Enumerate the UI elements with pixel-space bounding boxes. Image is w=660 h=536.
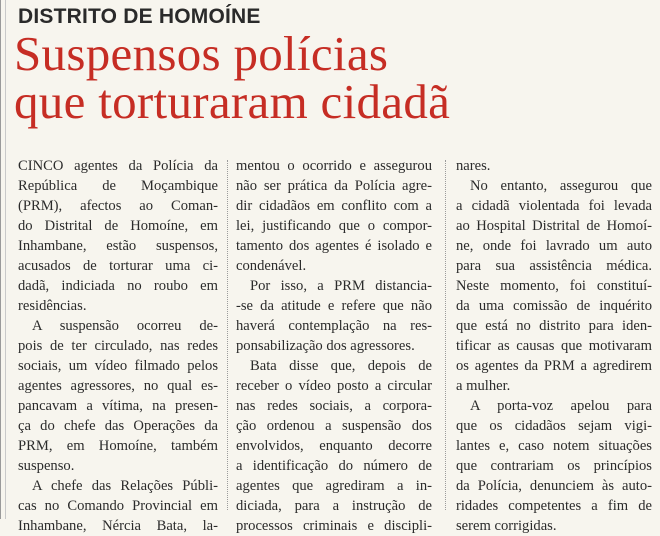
text-line: mentou o ocorrido e assegurou (236, 158, 432, 174)
column-divider-1 (227, 160, 228, 510)
text-line: agentes que agrediram a in- (236, 478, 432, 494)
text-line: No entanto, assegurou que (470, 178, 652, 194)
text-line: lantes e, caso notem situações (456, 438, 652, 454)
text-line: suspenso. (18, 458, 75, 474)
section-kicker: DISTRITO DE HOMOÍNE (18, 5, 261, 28)
text-line: do Distrital de Homoíne, em (18, 218, 218, 234)
text-line: que está no distrito para iden- (456, 318, 652, 334)
text-line: -se da atitude e refere que não (236, 298, 432, 314)
text-line: a mulher. (456, 378, 511, 394)
text-line: A porta-voz apelou para (470, 398, 652, 414)
text-line: Bata disse que, depois de (250, 358, 432, 374)
text-line: nas redes sociais, a corpora- (236, 398, 432, 414)
text-line: ça do chefe das Operações da (18, 418, 218, 434)
text-line: que os cidadãos sejam vigi- (456, 418, 652, 434)
text-line: dir cidadãos em conflito com a (236, 198, 432, 214)
article-column-2 (236, 156, 432, 536)
text-line: A chefe das Relações Públi- (32, 478, 218, 494)
text-line: serem corrigidas. (456, 518, 557, 534)
text-line: dadã, indiciada no roubo em (18, 278, 218, 294)
text-line: República de Moçambique (18, 178, 218, 194)
text-line: não ser prática da Polícia agre- (236, 178, 432, 194)
text-line: Neste momento, foi constituí- (456, 278, 652, 294)
text-line: para sua assistência médica. (456, 258, 652, 274)
text-line: PRM, em Homoíne, também (18, 438, 218, 454)
text-line: processos criminais e discipli- (236, 518, 432, 534)
text-line: lei, justificando que o compor- (236, 218, 432, 234)
text-line: A suspensão ocorreu de- (32, 318, 218, 334)
text-line: pancavam a vítima, na presen- (18, 398, 218, 414)
text-line: Inhambane, Nércia Bata, la- (18, 518, 218, 534)
text-line: ao Hospital Distrital de Homoí- (456, 218, 652, 234)
text-line: ção ordenou a suspensão dos (236, 418, 432, 434)
headline-line-2: que torturaram cidadã (14, 74, 451, 129)
text-line: agentes agressores, no qual es- (18, 378, 218, 394)
text-line: cas no Comando Provincial em (18, 498, 218, 514)
column-divider-2 (445, 160, 446, 510)
text-line: Por isso, a PRM distancia- (250, 278, 432, 294)
text-line: tificar as causas que motivaram (456, 338, 652, 354)
text-line: residências. (18, 298, 87, 314)
article-column-3 (456, 156, 652, 536)
text-line: da Polícia, denunciem às auto- (456, 478, 652, 494)
text-line: diciada, para a instrução de (236, 498, 432, 514)
text-line: CINCO agentes da Polícia da (18, 158, 218, 174)
text-line: tamento dos agentes é isolado e (236, 238, 432, 254)
text-line: (PRM), afectos ao Coman- (18, 198, 218, 214)
text-line: pois de ter circulado, nas redes (18, 338, 218, 354)
text-line: haverá contemplação na res- (236, 318, 432, 334)
text-line: a cidadã violentada foi levada (456, 198, 652, 214)
text-line: condenável. (236, 258, 307, 274)
text-line: receber o vídeo posto a circular (236, 378, 432, 394)
text-line: envolvidos, enquanto decorre (236, 438, 432, 454)
article-column-1 (18, 156, 218, 536)
text-line: sociais, um vídeo filmado pelos (18, 358, 218, 374)
text-line: Inhambane, estão suspensos, (18, 238, 218, 254)
article-headline (14, 26, 654, 129)
text-line: ponsabilização dos agressores. (236, 338, 415, 354)
headline-line-1: Suspensos polícias (14, 26, 389, 81)
text-line: ne, onde foi lavrado um auto (456, 238, 652, 254)
text-line: a identificação do número de (236, 458, 432, 474)
page-edge-rule (0, 0, 6, 519)
text-line: da uma comissão de inquérito (456, 298, 652, 314)
text-line: que contrariam os princípios (456, 458, 652, 474)
text-line: acusados de torturar uma ci- (18, 258, 218, 274)
text-line: ridades competentes a fim de (456, 498, 652, 514)
text-line: os agentes da PRM a agredirem (456, 358, 652, 374)
text-line: nares. (456, 158, 491, 174)
